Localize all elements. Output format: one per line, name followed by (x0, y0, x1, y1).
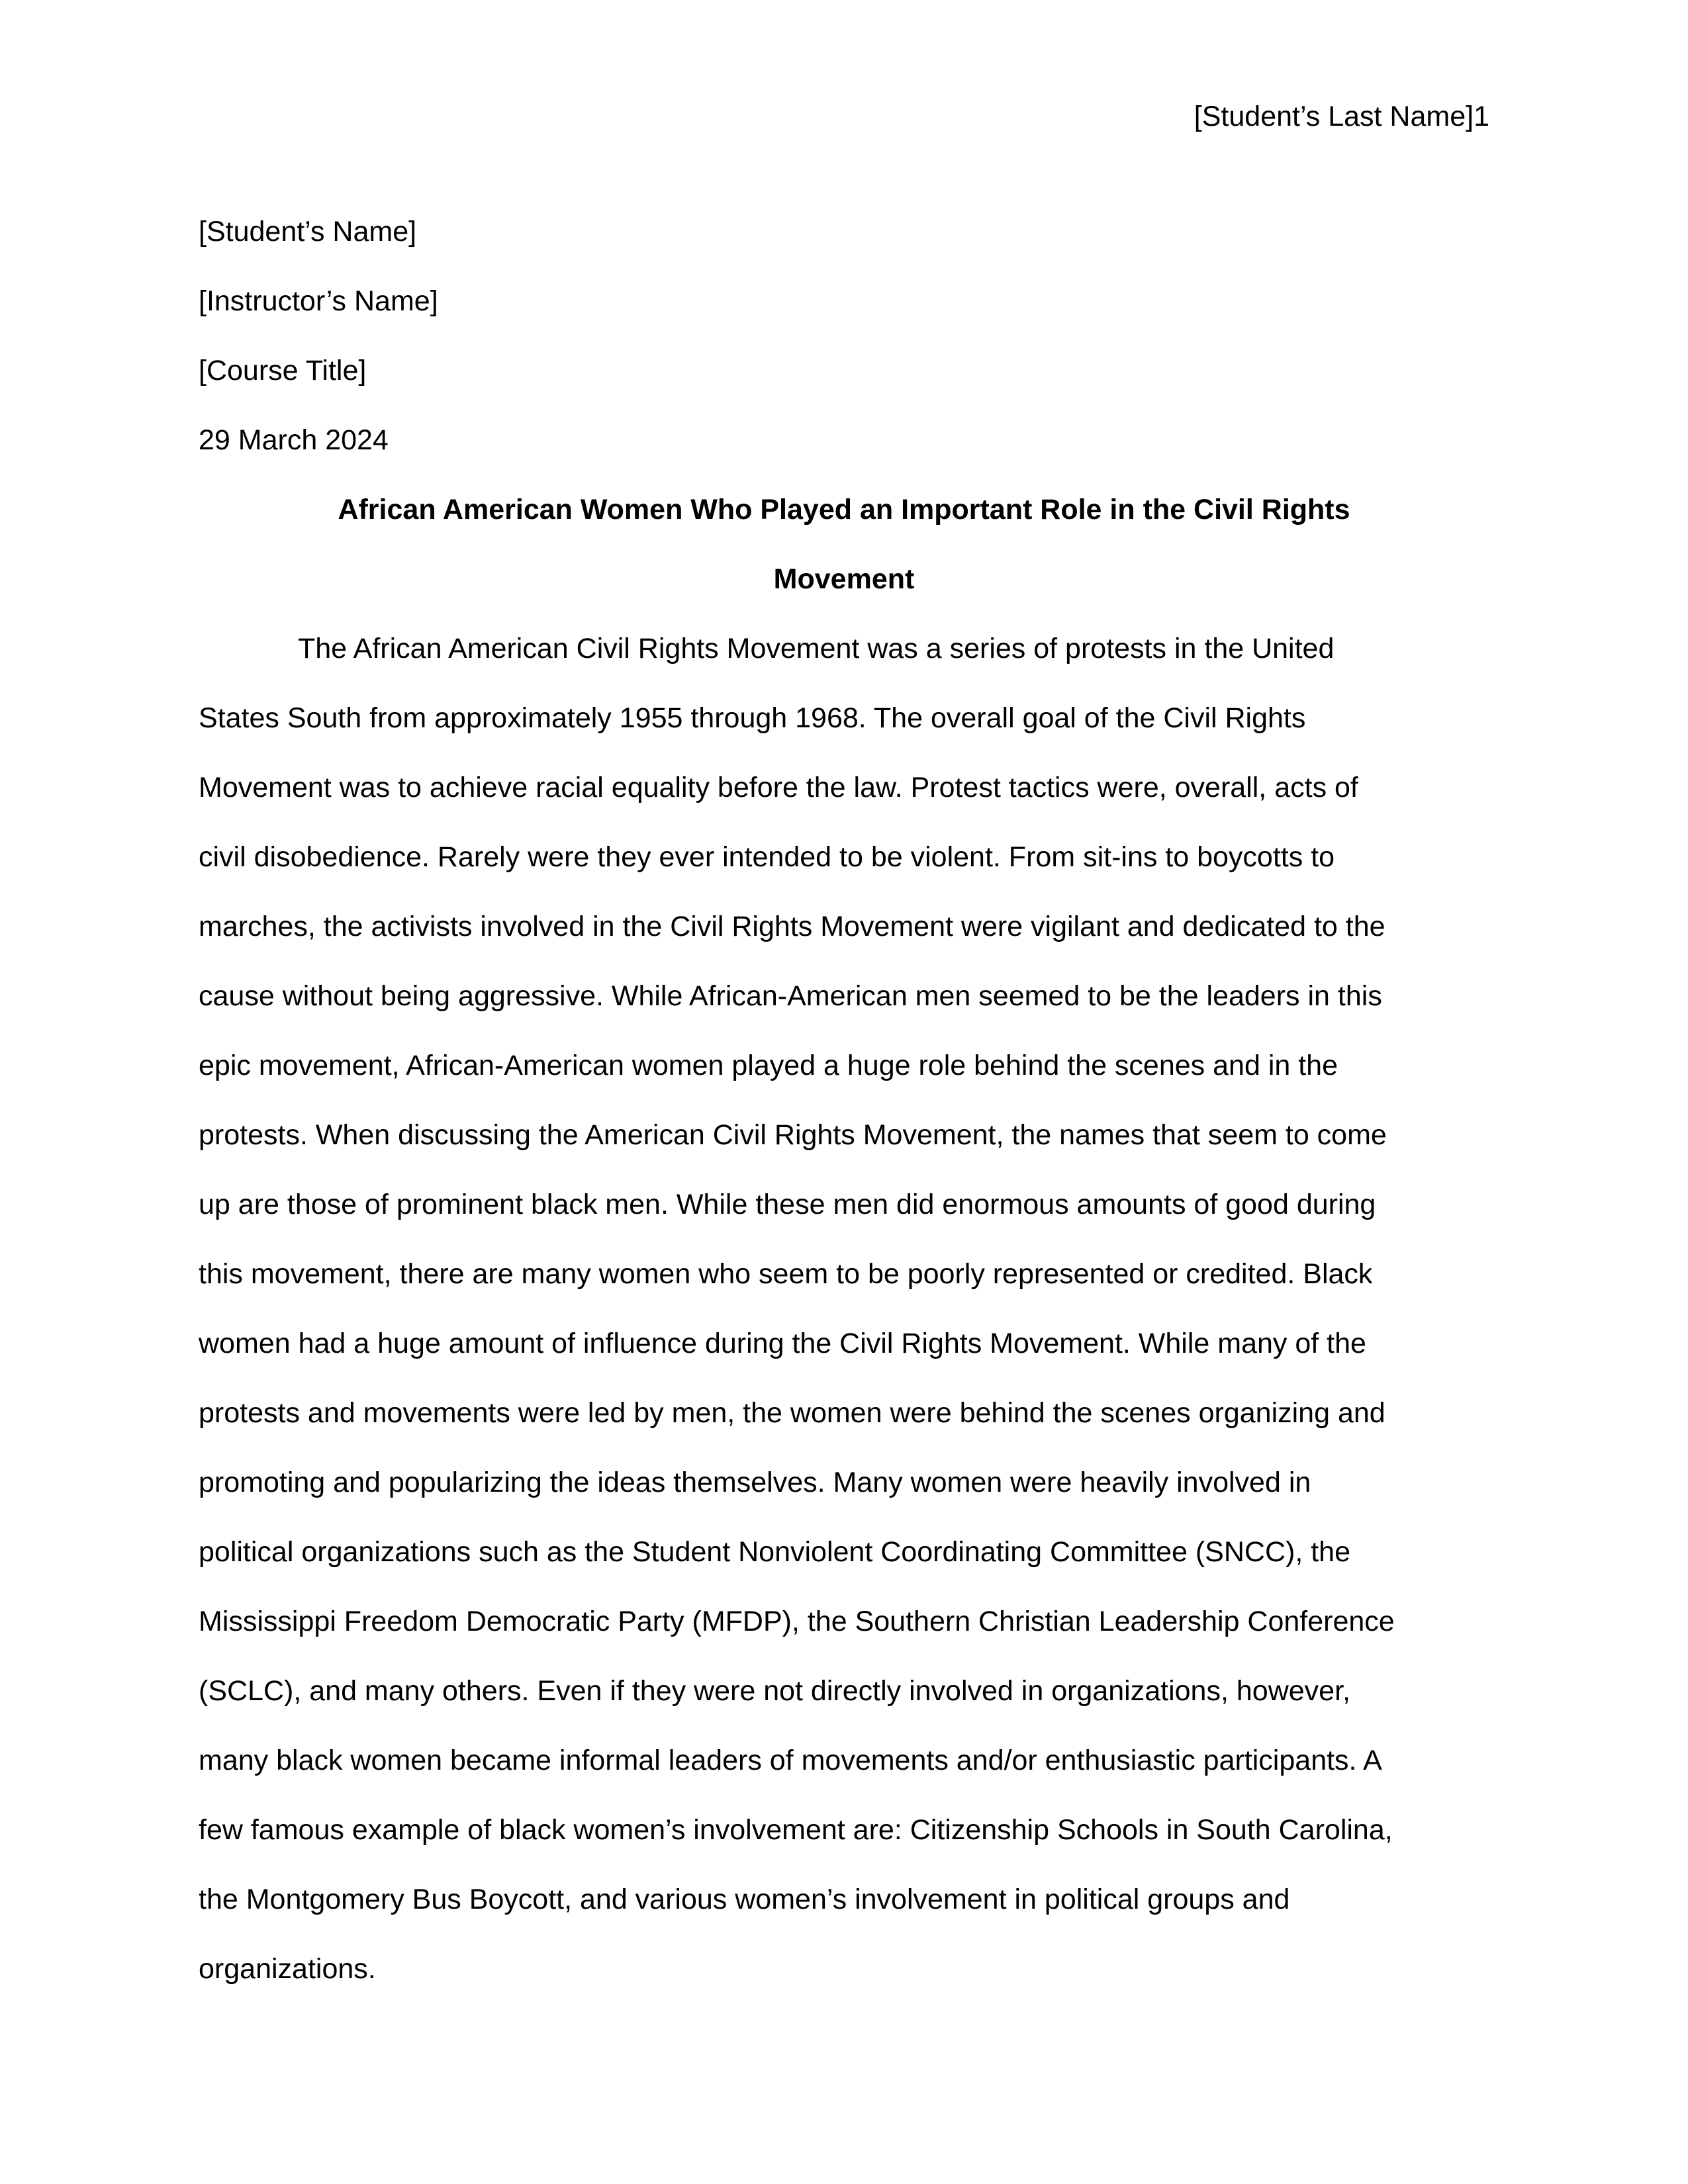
instructor-name: [Instructor’s Name] (199, 285, 438, 317)
paragraph-line: protests. When discussing the American Civil Rights Movement, the names that seem to come (199, 1119, 1387, 1151)
paragraph-line: few famous example of black women’s involvement are: Citizenship Schools in South Carolina, (199, 1814, 1393, 1846)
paragraph-line: this movement, there are many women who seem to be poorly represented or credited. Black (199, 1258, 1373, 1290)
paragraph-line: (SCLC), and many others. Even if they were not directly involved in organizations, however, (199, 1675, 1350, 1707)
essay-title-line-2: Movement (773, 563, 915, 595)
paragraph-line: women had a huge amount of influence during the Civil Rights Movement. While many of the (199, 1328, 1366, 1359)
paragraph-line: organizations. (199, 1953, 376, 1985)
running-head: [Student’s Last Name]1 (1194, 101, 1489, 132)
paragraph-line: protests and movements were led by men, the women were behind the scenes organizing and (199, 1397, 1385, 1429)
paragraph-line: Movement was to achieve racial equality before the law. Protest tactics were, overall, acts of (199, 772, 1358, 803)
paragraph-line: States South from approximately 1955 through 1968. The overall goal of the Civil Rights (199, 702, 1306, 734)
course-title: [Course Title] (199, 355, 367, 387)
document-body (199, 197, 1489, 2004)
paragraph-line: political organizations such as the Student Nonviolent Coordinating Committee (SNCC), the (199, 1536, 1350, 1568)
paragraph-line: Mississippi Freedom Democratic Party (MFDP), the Southern Christian Leadership Conference (199, 1606, 1395, 1637)
paragraph-line: cause without being aggressive. While African-American men seemed to be the leaders in this (199, 980, 1382, 1012)
paragraph-line: up are those of prominent black men. While these men did enormous amounts of good during (199, 1189, 1376, 1220)
paragraph-line: promoting and popularizing the ideas themselves. Many women were heavily involved in (199, 1467, 1311, 1498)
paragraph-line: marches, the activists involved in the Civil Rights Movement were vigilant and dedicated to the (199, 911, 1385, 942)
body-paragraph (199, 614, 1489, 2004)
student-name: [Student’s Name] (199, 216, 417, 248)
paragraph-line: many black women became informal leaders of movements and/or enthusiastic participants. A (199, 1745, 1382, 1776)
paragraph-line: civil disobedience. Rarely were they ever intended to be violent. From sit-ins to boycotts to (199, 841, 1335, 873)
essay-title-line-1: African American Women Who Played an Important Role in the Civil Rights (338, 494, 1350, 525)
paragraph-line: the Montgomery Bus Boycott, and various women’s involvement in political groups and (199, 1884, 1290, 1915)
paragraph-line: The African American Civil Rights Movement was a series of protests in the United (298, 633, 1335, 664)
paragraph-line: epic movement, African-American women played a huge role behind the scenes and in the (199, 1050, 1338, 1081)
document-date: 29 March 2024 (199, 424, 389, 456)
